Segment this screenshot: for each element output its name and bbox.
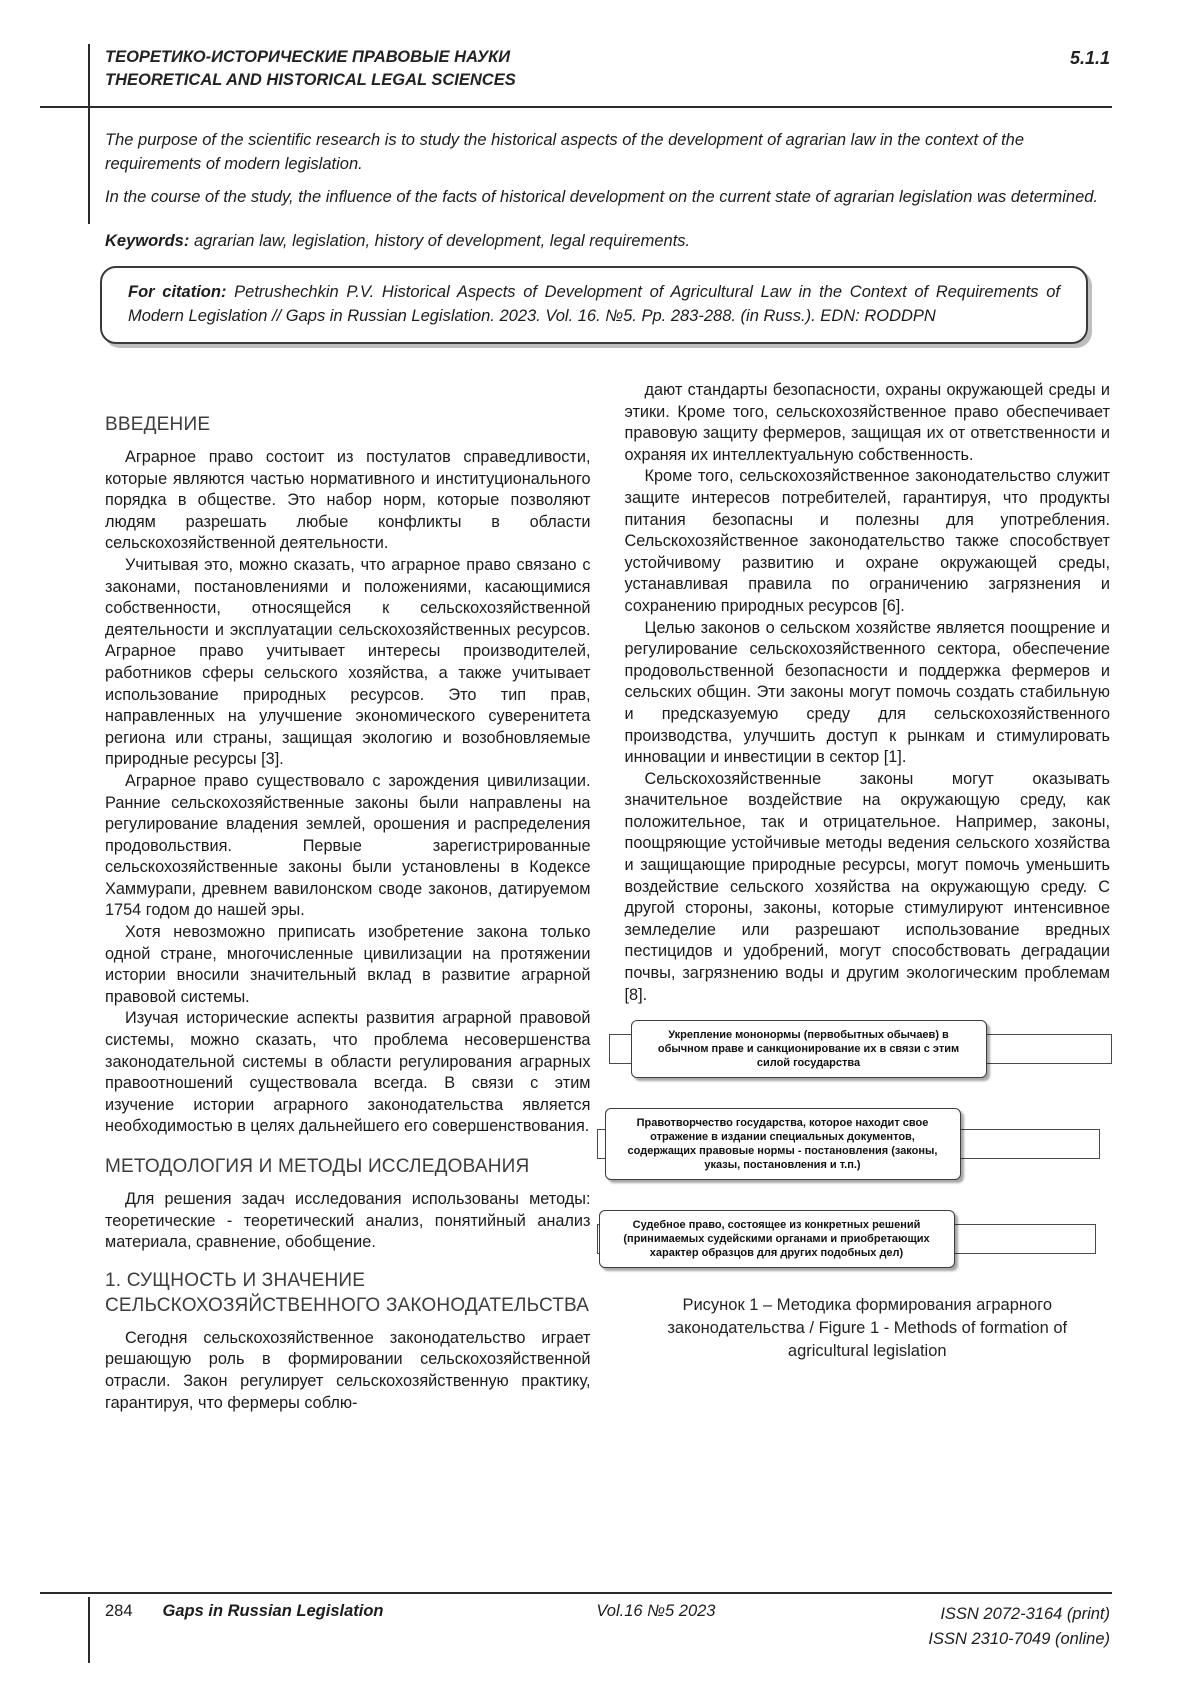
journal-name: Gaps in Russian Legislation <box>162 1602 384 1620</box>
figure-row <box>597 1108 1119 1180</box>
abstract-paragraph-1: The purpose of the scientific research is to study the historical aspects of the development of agrarian law in the context of the requirements of modern legislation. <box>105 131 1025 173</box>
citation-text: Petrushechkin P.V. Historical Aspects of Development of Agricultural Law in the Context of Requirements of Modern Legislation // Gaps in Russian Legislation. 2023. Vol. 16. №5. Pp. 283-288. (in Russ.). EDN: RODDPN <box>128 283 1060 325</box>
section-title-ru: ТЕОРЕТИКО-ИСТОРИЧЕСКИЕ ПРАВОВЫЕ НАУКИ <box>105 48 511 66</box>
abstract-block <box>105 128 1105 218</box>
issn-print: ISSN 2072-3164 (print) <box>940 1605 1110 1623</box>
abstract-paragraph-2: In the course of the study, the influence of the facts of historical development on the current state of agrarian legislation was determined. <box>105 188 1099 206</box>
figure-row <box>597 1020 1119 1078</box>
figure-caption: Рисунок 1 – Методика формирования аграрного законодательства / Figure 1 - Methods of formation of agricultural legislation <box>667 1296 1068 1361</box>
paragraph: Для решения задач исследования использованы методы: теоретические - теоретический анализ, понятийный анализ материала, сравнение, обобщение. <box>105 1190 591 1252</box>
figure-box-2: Правотворчество государства, которое находит свое отражение в издании специальных документов, содержащих правовые нормы - постановления (законы, указы, постановления и т.п.) <box>605 1108 961 1180</box>
heading-section-1: 1. СУЩНОСТЬ И ЗНАЧЕНИЕ СЕЛЬСКОХОЗЯЙСТВЕННОГО ЗАКОНОДАТЕЛЬСТВА <box>105 1269 590 1316</box>
section-1-paragraphs <box>105 1328 591 1414</box>
header-rule <box>40 106 1112 108</box>
methodology-paragraphs <box>105 1189 591 1254</box>
right-column-paragraphs <box>625 380 1111 1006</box>
keywords-label: Keywords: <box>105 232 190 250</box>
figure-box-1: Укрепление мононормы (первобытных обычаев) в обычном праве и санкционирование их в связи с этим силой государства <box>631 1020 987 1078</box>
paragraph: Кроме того, сельскохозяйственное законодательство служит защите интересов потребителей, гарантируя, что продукты питания безопасны и полезны для употребления. Сельскохозяйственное законодательство также способствует устойчивому развитию и охране окружающей среды, устанавливая правила по ограничению загрязнения и сохранению природных ресурсов [6]. <box>624 467 1110 615</box>
introduction-paragraphs <box>105 447 591 1138</box>
footer-left <box>105 1602 384 1621</box>
section-title-en: THEORETICAL AND HISTORICAL LEGAL SCIENCES <box>105 71 516 89</box>
section-titles <box>105 46 516 92</box>
volume-issue: Vol.16 №5 2023 <box>596 1602 716 1620</box>
page-number: 284 <box>105 1602 133 1620</box>
citation-label: For citation: <box>128 283 227 301</box>
issn-block <box>928 1602 1110 1652</box>
page-header <box>105 46 1110 92</box>
figure-1 <box>597 1020 1119 1268</box>
footer-rule <box>40 1592 1112 1594</box>
specialty-code: 5.1.1 <box>1069 48 1110 68</box>
keywords-text: agrarian law, legislation, history of development, legal requirements. <box>189 232 691 250</box>
paragraph: Сегодня сельскохозяйственное законодательство играет решающую роль в формировании сельскохозяйственной отрасли. Закон регулирует сельскохозяйственную практику, гарантируя, что фермеры соблю- <box>105 1328 591 1412</box>
page-footer <box>105 1602 1110 1652</box>
paragraph: Хотя невозможно приписать изобретение закона только одной стране, многочисленные цивилизации на протяжении истории вносили значительный вклад в развитие аграрной правовой системы. <box>105 923 591 1006</box>
paragraph: Учитывая это, можно сказать, что аграрное право связано с законами, постановлениями и положениями, касающимися собственности, относящейся к сельскохозяйственной деятельности и эксплуатации сельскохозяйственных ресурсов. Аграрное право учитывает интересы производителей, работников сферы сельского хозяйства, а также учитывает использование природных ресурсов. Это тип прав, направленных на улучшение экономического суверенитета региона или страны, защищая экологию и возобновляемые природные ресурсы [3]. <box>105 555 591 769</box>
paragraph: Аграрное право состоит из постулатов справедливости, которые являются частью нормативного и институционального порядка в обществе. Это набор норм, которые позволяют людям разрешать любые конфликты в области сельскохозяйственной деятельности. <box>105 448 591 553</box>
figure-box-3: Судебное право, состоящее из конкретных решений (принимаемых судейскими органами и приобретающих характер образцов для других подобных дел) <box>599 1210 955 1268</box>
left-column <box>105 380 591 1414</box>
issn-online: ISSN 2310-7049 (online) <box>928 1630 1110 1648</box>
keywords-line <box>105 232 1105 251</box>
citation-paragraph <box>128 280 1060 328</box>
content-columns <box>105 380 1110 1414</box>
left-margin-rule-bottom <box>88 1597 90 1663</box>
paragraph: Сельскохозяйственные законы могут оказывать значительное воздействие на окружающую среду, как положительное, так и отрицательное. Например, законы, поощряющие устойчивые методы ведения сельского хозяйства и защищающие природные ресурсы, могут помочь уменьшить воздействие сельского хозяйства на окружающую среду. С другой стороны, законы, которые стимулируют интенсивное земледелие или разрешают использование вредных пестицидов и удобрений, могут способствовать деградации почвы, загрязнению воды и другим экологическим проблемам [8]. <box>624 769 1110 1004</box>
paragraph: Аграрное право существовало с зарождения цивилизации. Ранние сельскохозяйственные законы были направлены на регулирование владения землей, орошения и распределения продовольствия. Первые зарегистрированные сельскохозяйственные законы были установлены в Кодексе Хаммурапи, древнем вавилонском своде законов, датируемом 1754 годом до нашей эры. <box>105 771 591 920</box>
right-column <box>625 380 1111 1414</box>
heading-methodology: МЕТОДОЛОГИЯ И МЕТОДЫ ИССЛЕДОВАНИЯ <box>105 1156 530 1177</box>
citation-box <box>100 266 1088 344</box>
figure-row <box>597 1210 1119 1268</box>
heading-introduction: ВВЕДЕНИЕ <box>105 414 211 435</box>
paragraph: дают стандарты безопасности, охраны окружающей среды и этики. Кроме того, сельскохозяйственное право обеспечивает правовую защиту фермеров, защищая их от ответственности и охраняя их интеллектуальную собственность. <box>624 381 1110 464</box>
paragraph: Целью законов о сельском хозяйстве является поощрение и регулирование сельскохозяйственного сектора, обеспечение продовольственной безопасности и поддержка фермеров и сельских общин. Эти законы могут помочь создать стабильную и предсказуемую среду для сельскохозяйственного производства, улучшить доступ к рынкам и стимулировать инновации и инвестиции в сектор [1]. <box>624 618 1110 767</box>
paragraph: Изучая исторические аспекты развития аграрной правовой системы, можно сказать, что проблема несовершенства законодательной системы в области регулирования аграрных правоотношений существовала всегда. В связи с этим изучение истории аграрного законодательства является необходимостью в целях дальнейшего его совершенствования. <box>105 1009 591 1136</box>
left-margin-rule-top <box>88 44 90 224</box>
